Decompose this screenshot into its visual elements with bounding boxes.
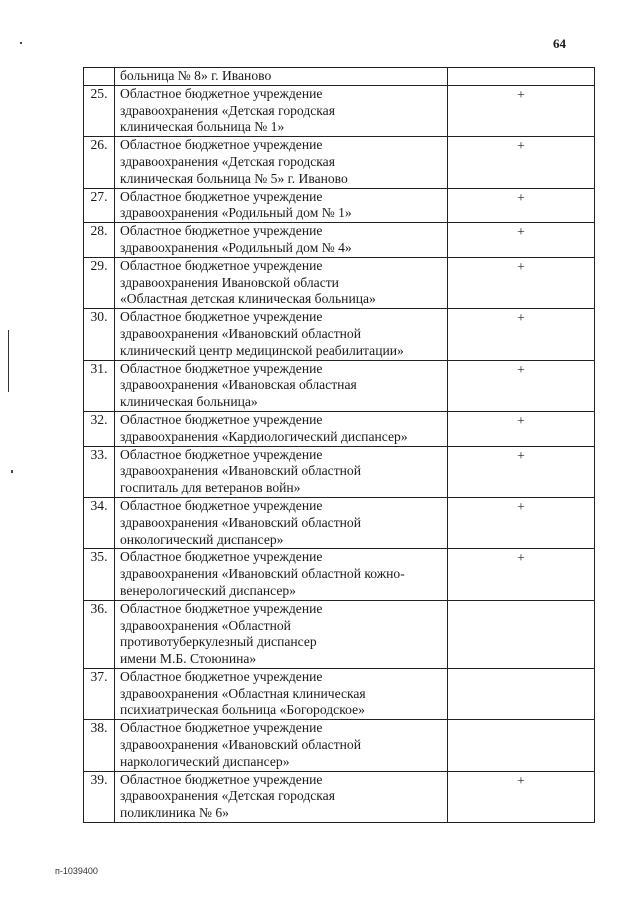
institution-name-line: здравоохранения «Детская городская: [120, 102, 335, 118]
institution-name: [115, 85, 448, 136]
institution-name-line: онкологический диспансер»: [120, 531, 284, 547]
institution-name-line: Областное бюджетное учреждение: [120, 309, 323, 325]
institution-name-line: Областное бюджетное учреждение: [120, 497, 323, 513]
institution-name: [115, 188, 448, 223]
institution-name-line: Областное бюджетное учреждение: [120, 188, 323, 204]
row-number: 35.: [84, 549, 115, 600]
participation-mark: [448, 668, 595, 719]
participation-mark: +: [448, 446, 595, 497]
institution-name-line: Областное бюджетное учреждение: [120, 446, 323, 462]
table-body: [84, 68, 595, 823]
institution-name-line: поликлиника № 6»: [120, 805, 229, 821]
page-number: 64: [553, 36, 566, 51]
row-number: 38.: [84, 720, 115, 771]
institution-name-line: Областное бюджетное учреждение: [120, 257, 323, 273]
table-row: [84, 68, 595, 86]
institution-name-line: здравоохранения Ивановской области: [120, 274, 339, 290]
participation-mark: [448, 68, 595, 86]
table-row: [84, 188, 595, 223]
row-number: 32.: [84, 411, 115, 446]
institution-name-line: «Областная детская клиническая больница»: [120, 291, 376, 307]
institution-name-line: Областное бюджетное учреждение: [120, 137, 323, 153]
institution-name-line: психиатрическая больница «Богородское»: [120, 702, 365, 718]
institution-name: [115, 771, 448, 822]
participation-mark: +: [448, 85, 595, 136]
participation-mark: +: [448, 188, 595, 223]
row-number: 36.: [84, 600, 115, 668]
participation-mark: +: [448, 137, 595, 188]
institution-name-line: клиническая больница № 1»: [120, 119, 285, 135]
table-row: [84, 600, 595, 668]
institution-name-line: Областное бюджетное учреждение: [120, 223, 323, 239]
participation-mark: [448, 720, 595, 771]
institution-name-line: клиническая больница»: [120, 394, 258, 410]
institution-name-line: здравоохранения «Областная клиническая: [120, 685, 366, 701]
institution-name-line: здравоохранения «Детская городская: [120, 153, 335, 169]
institution-name-line: Областное бюджетное учреждение: [120, 411, 323, 427]
institution-name: [115, 668, 448, 719]
institution-name-line: здравоохранения «Ивановский областной: [120, 737, 361, 753]
table-row: [84, 411, 595, 446]
institution-name-line: здравоохранения «Ивановский областной: [120, 463, 361, 479]
institution-name-line: здравоохранения «Ивановская областная: [120, 377, 357, 393]
institution-name-line: Областное бюджетное учреждение: [120, 85, 323, 101]
institution-name-line: имени М.Б. Стоюнина»: [120, 651, 257, 667]
institution-name: [115, 360, 448, 411]
table-row: [84, 549, 595, 600]
row-number: 39.: [84, 771, 115, 822]
table-row: [84, 720, 595, 771]
institution-name-line: Областное бюджетное учреждение: [120, 549, 323, 565]
row-number: 26.: [84, 137, 115, 188]
table-row: [84, 257, 595, 308]
table-row: [84, 223, 595, 258]
table-row: [84, 137, 595, 188]
institution-name-line: наркологический диспансер»: [120, 753, 290, 769]
table-row: [84, 309, 595, 360]
institution-name-line: здравоохранения «Ивановский областной: [120, 325, 361, 341]
institution-name-line: клинический центр медицинской реабилитации»: [120, 342, 404, 358]
participation-mark: +: [448, 549, 595, 600]
row-number: 28.: [84, 223, 115, 258]
institution-name-line: Областное бюджетное учреждение: [120, 668, 323, 684]
institution-name: [115, 411, 448, 446]
institution-name: [115, 720, 448, 771]
institution-name: [115, 549, 448, 600]
institution-name: [115, 309, 448, 360]
institution-name-line: больница № 8» г. Иваново: [120, 68, 272, 83]
row-number: 30.: [84, 309, 115, 360]
institution-name-line: Областное бюджетное учреждение: [120, 771, 323, 787]
table-row: [84, 497, 595, 548]
row-number: 34.: [84, 497, 115, 548]
institution-name-line: Областное бюджетное учреждение: [120, 600, 323, 616]
participation-mark: +: [448, 771, 595, 822]
institution-name-line: здравоохранения «Родильный дом № 1»: [120, 205, 352, 221]
institution-name-line: здравоохранения «Детская городская: [120, 788, 335, 804]
scan-bar: [8, 330, 9, 392]
institution-name-line: здравоохранения «Кардиологический диспансер»: [120, 428, 408, 444]
table-row: [84, 771, 595, 822]
scan-speck: [11, 470, 13, 473]
row-number: 25.: [84, 85, 115, 136]
institution-name: [115, 68, 448, 86]
institution-name-line: венерологический диспансер»: [120, 582, 296, 598]
row-number: 27.: [84, 188, 115, 223]
institution-name: [115, 600, 448, 668]
table-row: [84, 668, 595, 719]
institution-name: [115, 137, 448, 188]
institution-name-line: Областное бюджетное учреждение: [120, 720, 323, 736]
participation-mark: +: [448, 309, 595, 360]
institution-name: [115, 257, 448, 308]
row-number: 33.: [84, 446, 115, 497]
participation-mark: +: [448, 411, 595, 446]
row-number: [84, 68, 115, 86]
institution-name-line: здравоохранения «Родильный дом № 4»: [120, 239, 352, 255]
table-row: [84, 360, 595, 411]
institution-name-line: госпиталь для ветеранов войн»: [120, 480, 301, 496]
participation-mark: +: [448, 257, 595, 308]
row-number: 31.: [84, 360, 115, 411]
institution-name: [115, 446, 448, 497]
institution-name: [115, 223, 448, 258]
participation-mark: +: [448, 497, 595, 548]
scan-speck: [20, 42, 22, 44]
participation-mark: +: [448, 360, 595, 411]
row-number: 29.: [84, 257, 115, 308]
table-row: [84, 85, 595, 136]
institution-name-line: здравоохранения «Ивановский областной кожно-: [120, 566, 405, 582]
institution-name: [115, 497, 448, 548]
institution-name-line: клиническая больница № 5» г. Иваново: [120, 170, 348, 186]
participation-mark: [448, 600, 595, 668]
institution-name-line: здравоохранения «Областной: [120, 617, 291, 633]
institution-name-line: Областное бюджетное учреждение: [120, 360, 323, 376]
institution-name-line: противотуберкулезный диспансер: [120, 634, 317, 650]
institutions-table: [83, 67, 595, 823]
table-row: [84, 446, 595, 497]
row-number: 37.: [84, 668, 115, 719]
participation-mark: +: [448, 223, 595, 258]
institution-name-line: здравоохранения «Ивановский областной: [120, 514, 361, 530]
footer-code: п-1039400: [55, 866, 98, 876]
